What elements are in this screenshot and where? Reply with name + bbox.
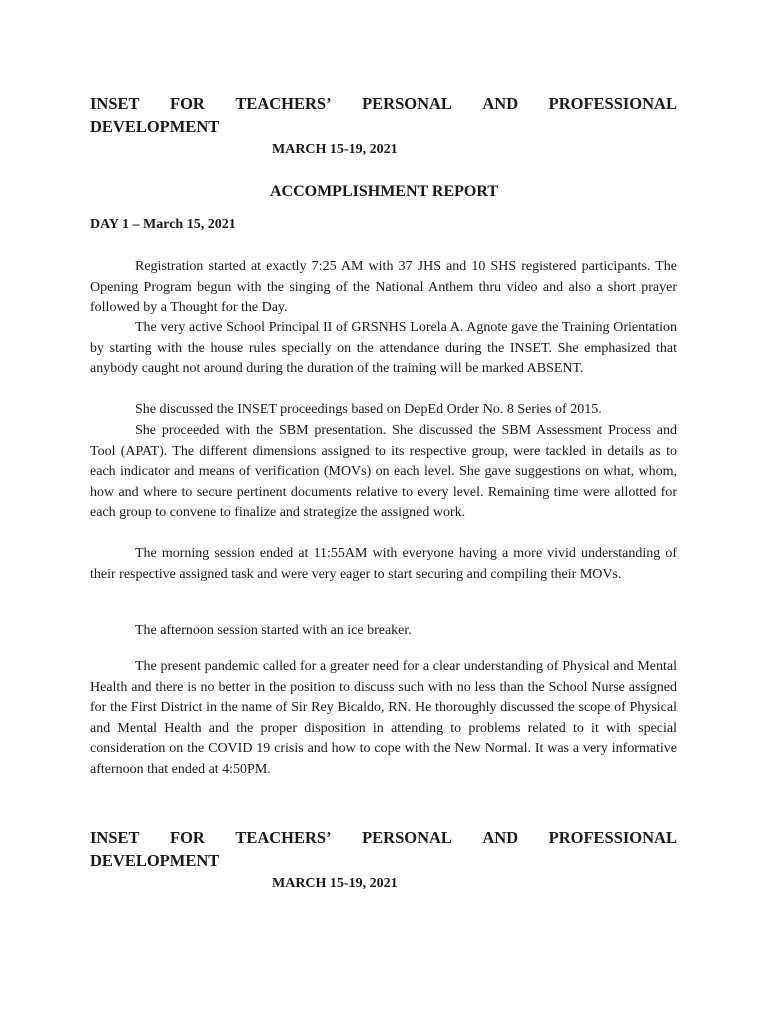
document-title: [90, 92, 677, 138]
title-word: AND: [482, 94, 519, 113]
title-word: FOR: [170, 828, 205, 847]
paragraph-registration: Registration started at exactly 7:25 AM with 37 JHS and 10 SHS registered participants. The Opening Program begun with the singing of the National Anthem thru video and also a short prayer followed by a Thought for the Day.: [90, 259, 677, 315]
paragraph-afternoon: The afternoon session started with an ice breaker.: [135, 623, 412, 638]
report-heading: ACCOMPLISHMENT REPORT: [269, 183, 499, 200]
title-word: TEACHERS’: [235, 94, 332, 113]
title-line-1: [90, 826, 677, 849]
title-word: INSET: [90, 94, 140, 113]
title-word: AND: [482, 828, 519, 847]
document-date: MARCH 15-19, 2021: [272, 142, 398, 157]
paragraph-health: The present pandemic called for a greater need for a clear understanding of Physical and Mental Health and there is no better in the position to discuss such with no less than the School Nurse assigned for the First District in the name of Sir Rey Bicaldo, RN. He thoroughly discussed the scope of Physical and Mental Health and the proper disposition in attending to problems related to it with special consideration on the COVID 19 crisis and how to cope with the New Normal. It was a very informative afternoon that ended at 4:50PM.: [90, 659, 677, 777]
paragraph-proceedings: She discussed the INSET proceedings based on DepEd Order No. 8 Series of 2015.: [135, 402, 602, 417]
paragraph-orientation: The very active School Principal II of GRSNHS Lorela A. Agnote gave the Training Orientation by starting with the house rules specially on the attendance during the INSET. She emphasized that anybody caught not around during the duration of the training will be marked ABSENT.: [90, 320, 677, 376]
paragraph-morning: The morning session ended at 11:55AM with everyone having a more vivid understanding of their respective assigned task and were very eager to start securing and compiling their MOVs.: [90, 546, 677, 582]
title-word: TEACHERS’: [235, 828, 332, 847]
paragraph-sbm: She proceeded with the SBM presentation. She discussed the SBM Assessment Process and Tool (APAT). The different dimensions assigned to its respective group, were tackled in details as to each indicator and means of verification (MOVs) on each level. She gave suggestions on what, whom, how and where to secure pertinent documents relative to every level. Remaining time were allotted for each group to convene to finalize and strategize the assigned work.: [90, 423, 677, 520]
title-line-2: DEVELOPMENT: [90, 117, 220, 136]
title-word: INSET: [90, 828, 140, 847]
title-line-1: [90, 92, 677, 115]
title-word: PERSONAL: [362, 828, 452, 847]
document-date-repeat: MARCH 15-19, 2021: [272, 876, 398, 891]
day-heading: DAY 1 – March 15, 2021: [90, 217, 236, 232]
title-word: FOR: [170, 94, 205, 113]
title-word: PROFESSIONAL: [548, 94, 677, 113]
title-word: PERSONAL: [362, 94, 452, 113]
title-line-2: DEVELOPMENT: [90, 851, 220, 870]
title-word: PROFESSIONAL: [548, 828, 677, 847]
document-title-repeat: [90, 826, 677, 872]
